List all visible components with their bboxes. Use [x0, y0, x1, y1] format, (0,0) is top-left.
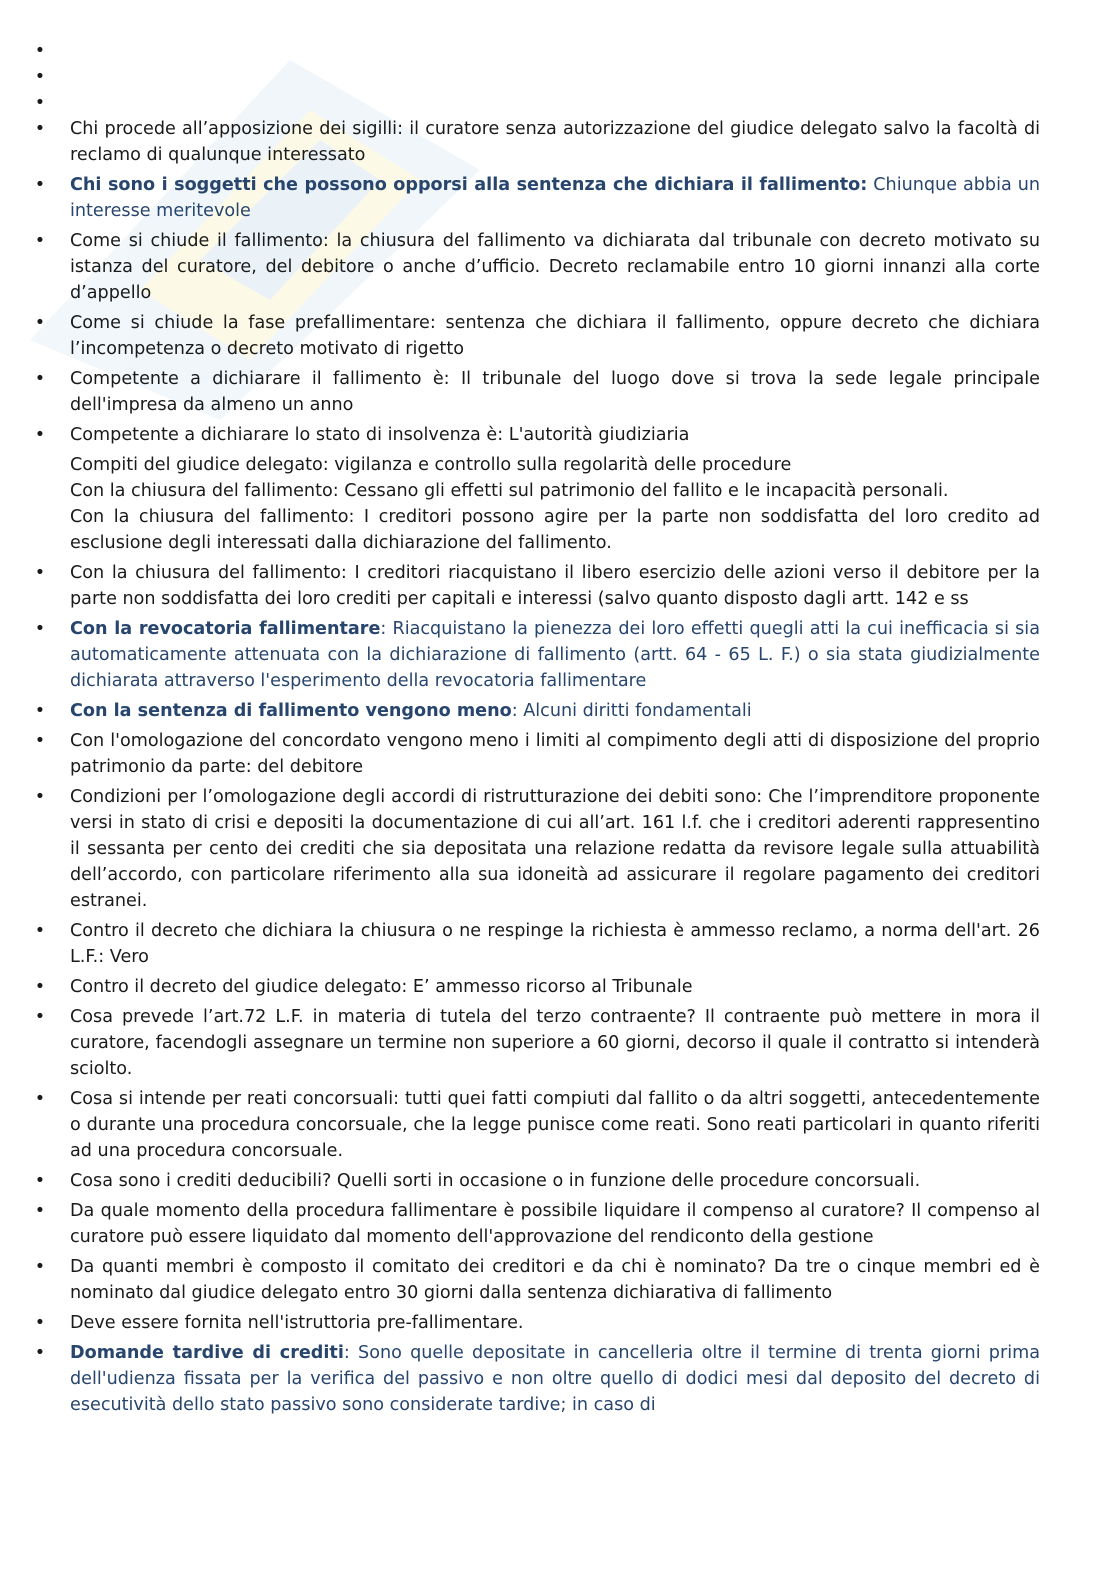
item-lead: Con la revocatoria fallimentare — [70, 619, 381, 639]
item-text: Competente a dichiarare lo stato di insolvenza è: L'autorità giudiziaria — [70, 425, 690, 445]
item-text: Compiti del giudice delegato: vigilanza e controllo sulla regolarità delle procedure — [70, 455, 792, 475]
bullet: • — [34, 1313, 46, 1333]
item-text: Con l'omologazione del concordato vengono meno i limiti al compimento degli atti di disposizione del proprio patrimonio da parte: del debitore — [70, 731, 1040, 777]
bullet: • — [34, 921, 46, 941]
item-text: Con la chiusura del fallimento: I creditori possono agire per la parte non soddisfatta del loro credito ad esclusione degli interessati dalla dichiarazione del fallimento. — [70, 507, 1040, 553]
bullet: • — [34, 977, 46, 997]
item-text: Da quale momento della procedura fallimentare è possibile liquidare il compenso al curatore? Il compenso al curatore può essere liquidato dal momento dell'approvazione del rendiconto della gestione — [70, 1201, 1040, 1247]
bullet: • — [34, 1257, 46, 1277]
list-item — [0, 918, 1116, 970]
item-text: Cosa si intende per reati concorsuali: tutti quei fatti compiuti dal fallito o da altri soggetti, antecedentemente o durante una procedura concorsuale, che la legge punisce come reati. Sono reati particolari in quanto riferiti ad una procedura concorsuale. — [70, 1089, 1040, 1161]
item-text: Come si chiude la fase prefallimentare: sentenza che dichiara il fallimento, oppure decreto che dichiara l’incompetenza o decreto motivato di rigetto — [70, 313, 1040, 359]
item-text: Da quanti membri è composto il comitato dei creditori e da chi è nominato? Da tre o cinque membri ed è nominato dal giudice delegato entro 30 giorni dalla sentenza dichiarativa di fallimento — [70, 1257, 1040, 1303]
list-item — [0, 1004, 1116, 1082]
item-text: Con la chiusura del fallimento: Cessano gli effetti sul patrimonio del fallito e le incapacità personali. — [70, 481, 949, 501]
list-item — [0, 1310, 1116, 1336]
list-item — [0, 38, 1116, 64]
item-text: Deve essere fornita nell'istruttoria pre-fallimentare. — [70, 1313, 524, 1333]
item-lead: Domande tardive di crediti — [70, 1343, 344, 1363]
item-text: : Alcuni diritti fondamentali — [511, 701, 752, 721]
bullet: • — [34, 1171, 46, 1191]
bullet: • — [34, 731, 46, 751]
item-text: Contro il decreto che dichiara la chiusura o ne respinge la richiesta è ammesso reclamo, a norma dell'art. 26 L.F.: Vero — [70, 921, 1040, 967]
bullet: • — [34, 701, 46, 721]
bullet: • — [34, 1201, 46, 1221]
list-item — [0, 116, 1116, 168]
bullet: • — [34, 93, 46, 113]
list-item — [0, 698, 1116, 724]
bullet: • — [34, 119, 46, 139]
bullet: • — [34, 231, 46, 251]
list-item — [0, 478, 1116, 504]
list-item — [0, 1254, 1116, 1306]
list-item — [0, 616, 1116, 694]
bullet: • — [34, 563, 46, 583]
list-item — [0, 172, 1116, 224]
item-lead: Chi sono i soggetti che possono opporsi alla sentenza che dichiara il fallimento: — [70, 175, 868, 195]
list-item — [0, 1168, 1116, 1194]
list-item — [0, 784, 1116, 914]
qa-list — [0, 38, 1116, 1418]
item-text: : Sono quelle depositate in cancelleria oltre il termine di trenta giorni prima dell'udienza fissata per la verifica del passivo e non oltre quello di dodici mesi dal deposito del decreto di esecutività dello stato passivo sono considerate tardive; in caso di — [70, 1343, 1041, 1415]
item-text: : Riacquistano la pienezza dei loro effetti quegli atti la cui inefficacia si sia automaticamente attenuata con la dichiarazione di fallimento (artt. 64 - 65 L. F.) o sia stata giudizialmente dichiarata attraverso l'esperimento della revocatoria fallimentare — [70, 619, 1040, 691]
item-text: Come si chiude il fallimento: la chiusura del fallimento va dichiarata dal tribunale con decreto motivato su istanza del curatore, del debitore o anche d’ufficio. Decreto reclamabile entro 10 giorni innanzi alla corte d’appello — [70, 231, 1040, 303]
item-text: Contro il decreto del giudice delegato: E’ ammesso ricorso al Tribunale — [70, 977, 693, 997]
list-item — [0, 1340, 1116, 1418]
bullet: • — [34, 313, 46, 333]
bullet: • — [34, 787, 46, 807]
list-item — [0, 1198, 1116, 1250]
list-item — [0, 64, 1116, 90]
item-text: Competente a dichiarare il fallimento è: Il tribunale del luogo dove si trova la sede legale principale dell'impresa da almeno un anno — [70, 369, 1040, 415]
list-item — [0, 728, 1116, 780]
bullet: • — [34, 619, 46, 639]
list-item — [0, 310, 1116, 362]
list-item — [0, 422, 1116, 448]
bullet: • — [34, 41, 46, 61]
bullet: • — [34, 1343, 46, 1363]
list-item — [0, 1086, 1116, 1164]
list-item — [0, 452, 1116, 478]
bullet: • — [34, 1007, 46, 1027]
item-text: Chi procede all’apposizione dei sigilli: il curatore senza autorizzazione del giudice delegato salvo la facoltà di reclamo di qualunque interessato — [70, 119, 1040, 165]
item-lead: Con la sentenza di fallimento vengono meno — [70, 701, 512, 721]
bullet: • — [34, 67, 46, 87]
list-item — [0, 90, 1116, 116]
bullet: • — [34, 369, 46, 389]
list-item — [0, 974, 1116, 1000]
document-page — [0, 38, 1116, 1558]
bullet: • — [34, 425, 46, 445]
bullet: • — [34, 1089, 46, 1109]
list-item — [0, 560, 1116, 612]
item-text: Con la chiusura del fallimento: I creditori riacquistano il libero esercizio delle azioni verso il debitore per la parte non soddisfatta dei loro crediti per capitali e interessi (salvo quanto disposto dagli artt. 142 e ss — [70, 563, 1040, 609]
list-item — [0, 366, 1116, 418]
list-item — [0, 504, 1116, 556]
bullet: • — [34, 175, 46, 195]
item-text: Cosa prevede l’art.72 L.F. in materia di tutela del terzo contraente? Il contraente può mettere in mora il curatore, facendogli assegnare un termine non superiore a 60 giorni, decorso il quale il contratto si intenderà sciolto. — [70, 1007, 1040, 1079]
item-text: Condizioni per l’omologazione degli accordi di ristrutturazione dei debiti sono: Che l’imprenditore proponente versi in stato di crisi e depositi la documentazione di cui all’art. 161 l.f. che i creditori aderenti rappresentino il sessanta per cento dei crediti che sia depositata una relazione redatta da revisore legale sulla attuabilità dell’accordo, con particolare riferimento alla sua idoneità ad assicurare il regolare pagamento dei creditori estranei. — [70, 787, 1040, 911]
item-text: Chiunque abbia un interesse meritevole — [70, 175, 1040, 221]
list-item — [0, 228, 1116, 306]
item-text: Cosa sono i crediti deducibili? Quelli sorti in occasione o in funzione delle procedure concorsuali. — [70, 1171, 921, 1191]
